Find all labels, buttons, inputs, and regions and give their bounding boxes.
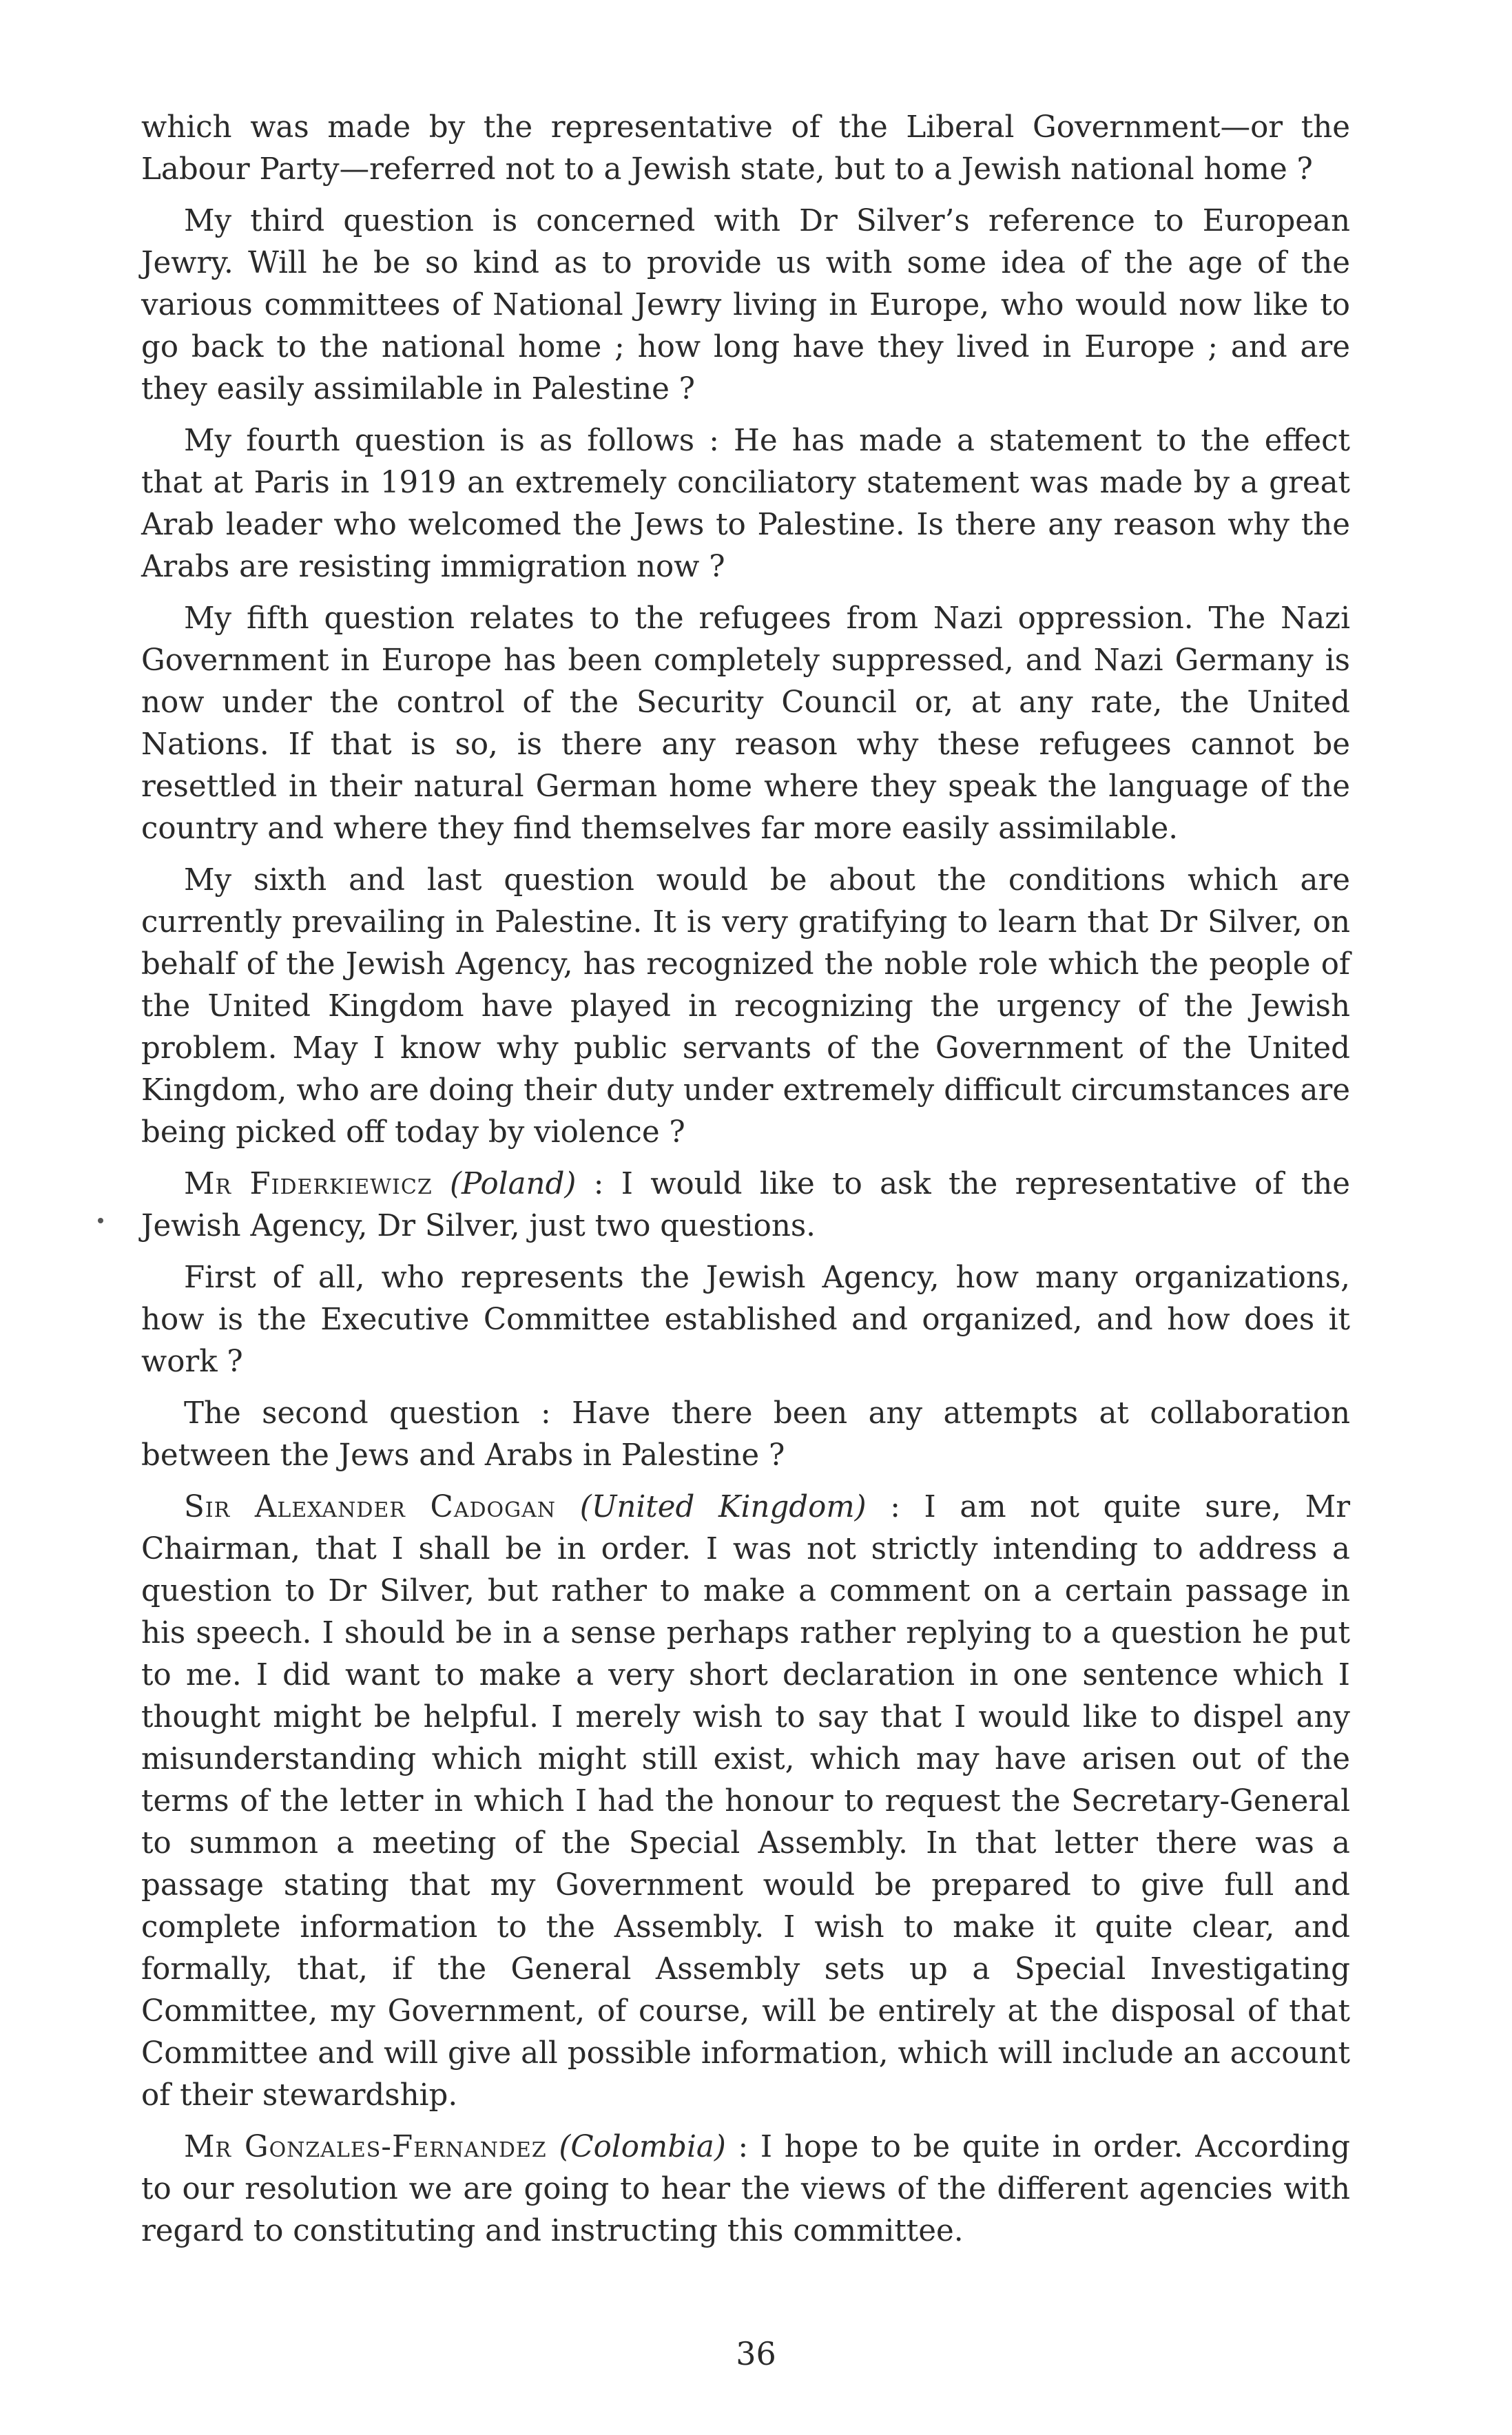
document-body	[141, 107, 1350, 2262]
paragraph-sixth-question: My sixth and last question would be about the conditions which are currently prevailing in Palestine. It is very gratifying to learn that Dr Silver, on behalf of the Jewish Agency, has recognized the noble role which the people of the United Kingdom have played in recognizing the urgency of the Jewish problem. May I know why public servants of the Government of the United Kingdom, who are doing their duty under extremely difficult circumstances are being picked off today by violence ?	[141, 863, 1350, 1150]
paragraph-fifth-question: My fifth question relates to the refugees from Nazi oppression. The Nazi Government in Europe has been completely suppressed, and Nazi Germany is now under the control of the Security Council or, at any rate, the United Nations. If that is so, is there any reason why these refugees cannot be resettled in their natural German home where they speak the language of the country and where they find themselves far more easily assimilable.	[141, 601, 1350, 846]
speech-text: : I would like to ask the representative of the Jewish Agency, Dr Silver, just two questions.	[141, 1167, 1350, 1243]
speaker-country: (Poland)	[450, 1167, 577, 1201]
paragraph-second-question: The second question : Have there been any attempts at collaboration between the Jews and Arabs in Palestine ?	[141, 1396, 1350, 1473]
paragraph-continuation: which was made by the representative of the Liberal Government—or the Labour Party—referred not to a Jewish state, but to a Jewish national home ?	[141, 110, 1350, 187]
speaker-country: (United Kingdom)	[579, 1490, 867, 1524]
speaker-name: Mr Fiderkiewicz	[184, 1167, 433, 1201]
paragraph-fourth-question: My fourth question is as follows : He has made a statement to the effect that at Paris in 1919 an extremely conciliatory statement was made by a great Arab leader who welcomed the Jews to Palestine. Is there any reason why the Arabs are resisting immigration now ?	[141, 424, 1350, 584]
page-number: 36	[736, 2335, 776, 2372]
paragraph-gonzales-fernandez	[141, 2126, 1350, 2252]
paragraph-fiderkiewicz	[141, 1163, 1350, 1247]
paragraph-first-of-all: First of all, who represents the Jewish Agency, how many organizations, how is the Executive Committee established and organized, and how does it work ?	[141, 1261, 1350, 1379]
paragraph-third-question: My third question is concerned with Dr Silver’s reference to European Jewry. Will he be so kind as to provide us with some idea of the age of the various committees of National Jewry living in Europe, who would now like to go back to the national home ; how long have they lived in Europe ; and are they easily assimilable in Palestine ?	[141, 204, 1350, 406]
paragraph-cadogan	[141, 1486, 1350, 2117]
speech-text: : I hope to be quite in order. According to our resolution we are going to hear the views of the different agencies with regard to constituting and instructing this committee.	[141, 2130, 1351, 2248]
speaker-name: Mr Gonzales-Fernandez	[184, 2130, 547, 2164]
speaker-name: Sir Alexander Cadogan	[184, 1490, 557, 1524]
speech-text: : I am not quite sure, Mr Chairman, that I shall be in order. I was not strictly intending to address a question to Dr Silver, but rather to make a comment on a certain passage in his speech. I should be in a sense perhaps rather replying to a question he put to me. I did want to make a very short declaration in one sentence which I thought might be helpful. I merely wish to say that I would like to dispel any misunderstanding which might still exist, which may have arisen out of the terms of the letter in which I had the honour to request the Secretary-General to summon a meeting of the Special Assembly. In that letter there was a passage stating that my Government would be prepared to give full and complete information to the Assembly. I wish to make it quite clear, and formally, that, if the General Assembly sets up a Special Investigating Committee, my Government, of course, will be entirely at the disposal of that Committee and will give all possible information, which will include an account of their stewardship.	[141, 1490, 1350, 2113]
speaker-country: (Colombia)	[559, 2130, 726, 2164]
margin-dot-mark	[98, 1218, 103, 1223]
